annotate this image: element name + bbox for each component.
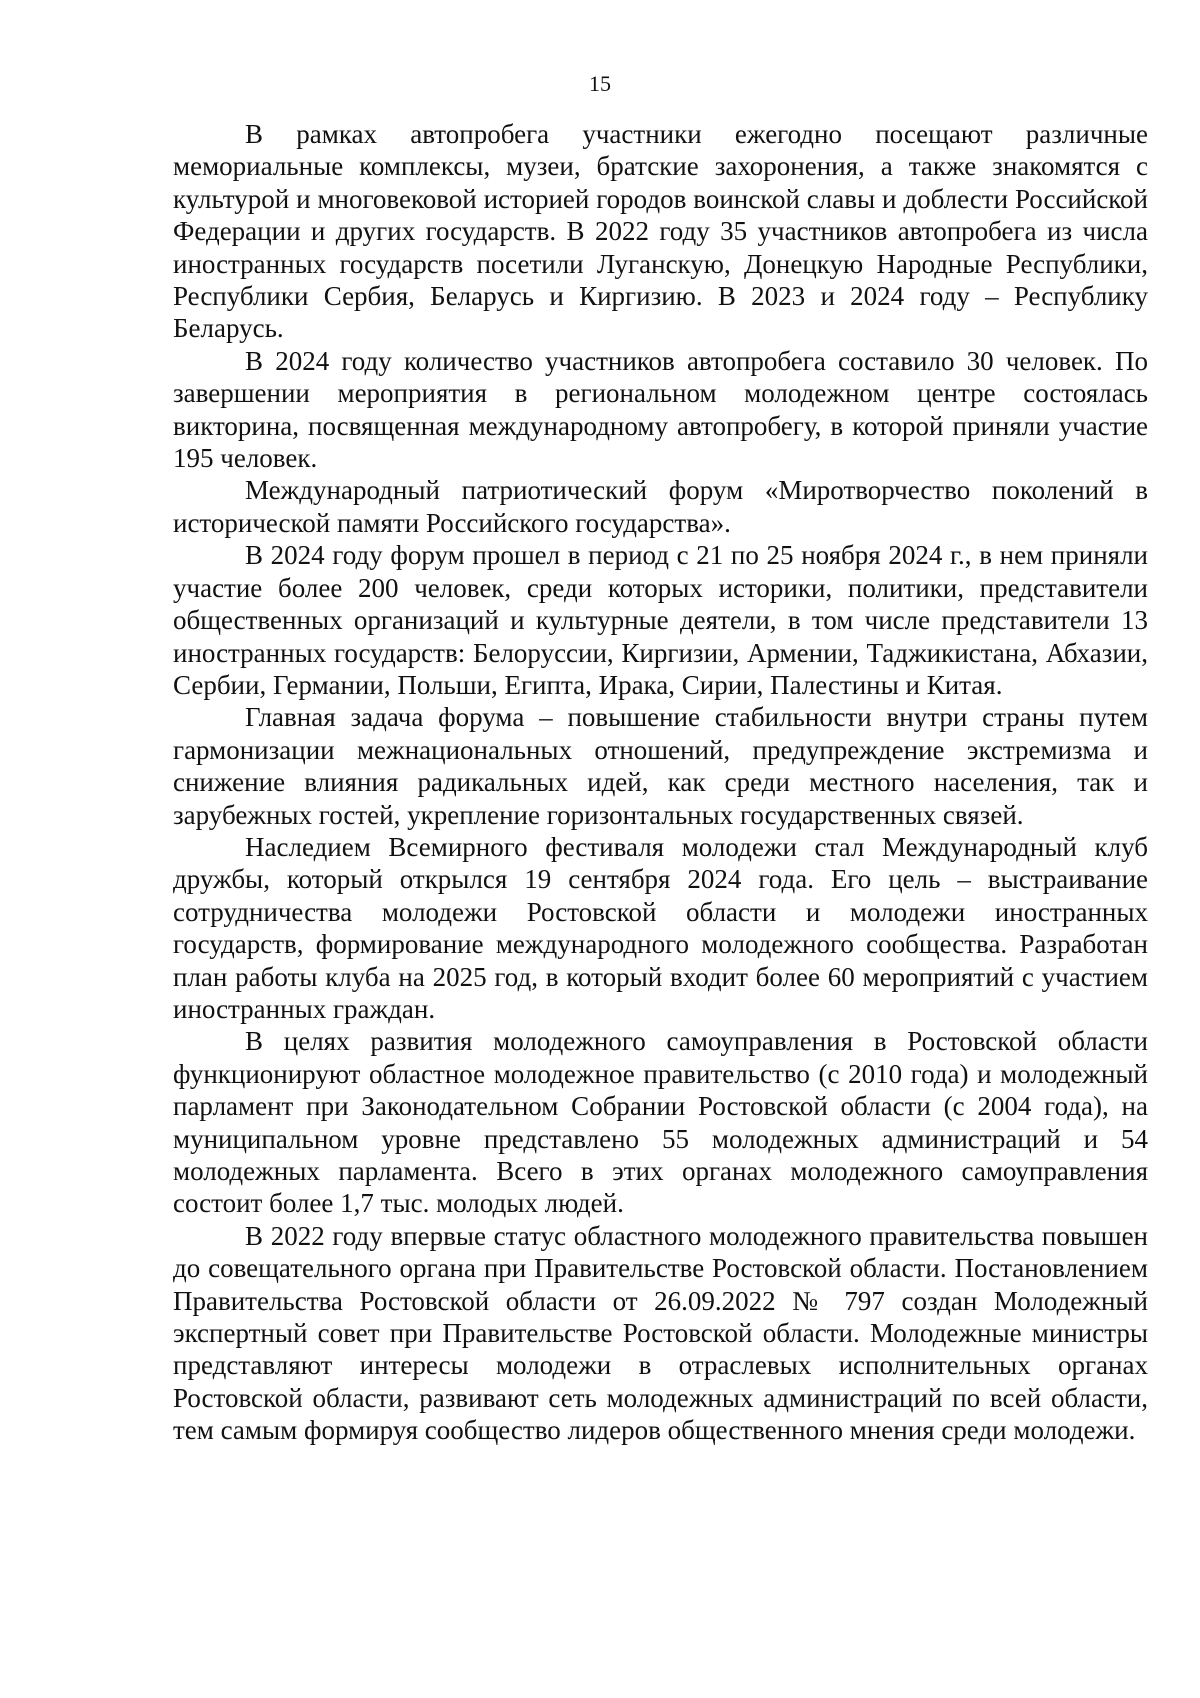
- paragraph-forum-goal: Главная задача форума – повышение стабильности внутри страны путем гармонизации межнациональных отношений, предупреждение экстремизма и снижение влияния радикальных идей, как среди местного населения, так и зарубежных гостей, укрепление горизонтальных государственных связей.: [173, 702, 1148, 830]
- paragraph-forum-2024: В 2024 году форум прошел в период с 21 по 25 ноября 2024 г., в нем приняли участие более 200 человек, среди которых историки, политики, представители общественных организаций и культурные деятели, в том числе представители 13 иностранных государств: Белоруссии, Киргизии, Армении, Таджикистана, Абхазии, Сербии, Германии, Польши, Египта, Ирака, Сирии, Палестины и Китая.: [173, 540, 1148, 700]
- paragraph-autorally-participants: В 2024 году количество участников автопробега составило 30 человек. По завершении мероприятия в региональном молодежном центре состоялась викторина, посвященная международному автопробегу, в которой приняли участие 195 человек.: [173, 345, 1148, 474]
- paragraph-youth-government-status: В 2022 году впервые статус областного молодежного правительства повышен до совещательного органа при Правительстве Ростовской области. Постановлением Правительства Ростовской области от 26.09.2022 № 797 создан Молодежный экспертный совет при Правительстве Ростовской области. Молодежные министры представляют интересы молодежи в отраслевых исполнительных органах Ростовской области, развивают сеть молодежных администраций по всей области, тем самым формируя сообщество лидеров общественного мнения среди молодежи.: [173, 1220, 1148, 1446]
- document-body: [173, 118, 1148, 1447]
- paragraph-autorally-visits: В рамках автопробега участники ежегодно посещают различные мемориальные комплексы, музеи, братские захоронения, а также знакомятся с культурой и многовековой историей городов воинской славы и доблести Российской Федерации и других государств. В 2022 году 35 участников автопробега из числа иностранных государств посетили Луганскую, Донецкую Народные Республики, Республики Сербия, Беларусь и Киргизию. В 2023 и 2024 году – Республику Беларусь.: [173, 119, 1148, 344]
- paragraph-friendship-club: Наследием Всемирного фестиваля молодежи стал Международный клуб дружбы, который открылся 19 сентября 2024 года. Его цель – выстраивание сотрудничества молодежи Ростовской области и молодежи иностранных государств, формирование международного молодежного сообщества. Разработан план работы клуба на 2025 год, в который входит более 60 мероприятий с участием иностранных граждан.: [173, 831, 1148, 1024]
- paragraph-forum-title: Международный патриотический форум «Миротворчество поколений в исторической памяти Российского государства».: [173, 475, 1148, 538]
- page-number: 15: [589, 71, 611, 96]
- paragraph-youth-self-government: В целях развития молодежного самоуправления в Ростовской области функционируют областное молодежное правительство (с 2010 года) и молодежный парламент при Законодательном Собрании Ростовской области (с 2004 года), на муниципальном уровне представлено 55 молодежных администраций и 54 молодежных парламента. Всего в этих органах молодежного самоуправления состоит более 1,7 тыс. молодых людей.: [173, 1026, 1148, 1219]
